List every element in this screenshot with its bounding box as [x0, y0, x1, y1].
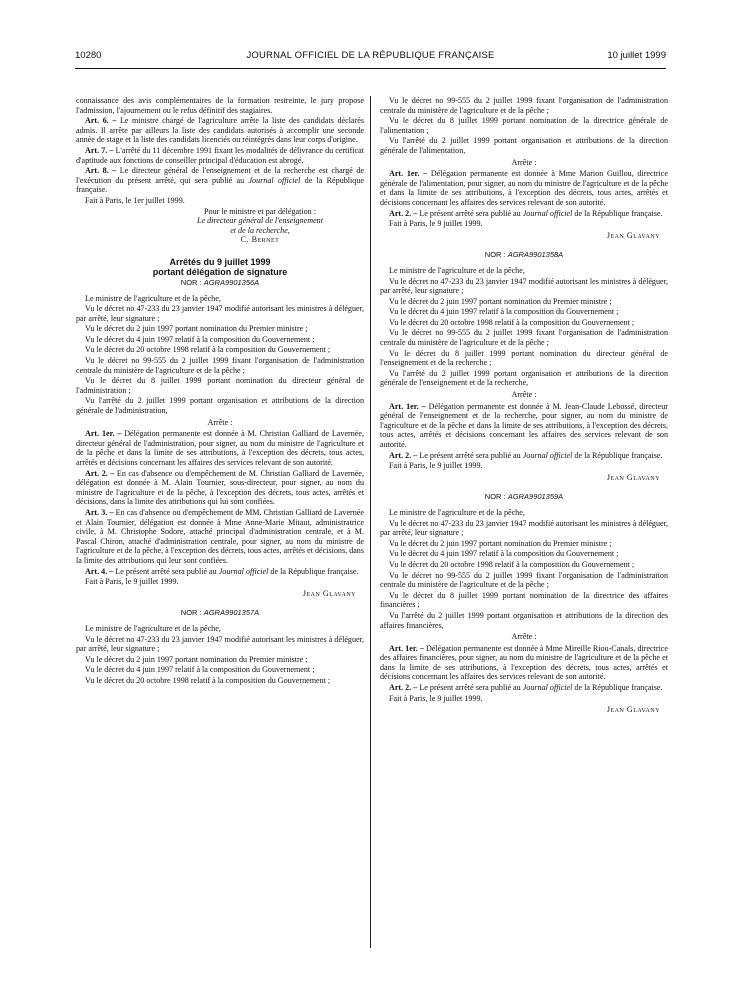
article-3 — [76, 508, 364, 566]
article-text: Le présent arrêté sera publié au — [417, 208, 523, 218]
nor-reference — [380, 492, 668, 502]
page-number: 10280 — [75, 50, 102, 61]
paragraph: Vu le décret no 99-555 du 2 juillet 1999 fixant l'organisation de l'administration centrale du ministère de l'agriculture et de la pêche ; — [380, 328, 668, 348]
article-4 — [76, 567, 364, 577]
paragraph: Vu le décret du 4 juin 1997 relatif à la composition du Gouvernement ; — [389, 307, 619, 317]
header-rule — [75, 68, 666, 69]
journal-name: Journal officiel — [218, 566, 269, 576]
signature-line: et de la recherche, — [230, 225, 290, 235]
article-text: Le directeur général de l'enseignement et de la recherche est chargé de l'exécution du présent arrêté, qui sera publié au — [76, 166, 364, 185]
done-at: Fait à Paris, le 9 juillet 1999. — [389, 219, 483, 229]
article-2 — [76, 469, 364, 507]
paragraph: connaissance des avis complémentaires de la formation restreinte, le jury propose l'admission, l'ajournement ou le refus définitif des stagiaires. — [76, 96, 364, 115]
article-text: Délégation permanente est donnée à M. Christian Galliard de Lavernée, directeur général de l'administration, pour signer, au nom du ministre de l'agriculture et de la pêche et dans la limite de ses attributions, à l'exception des décrets, tous actes, arrêtés et décisions concernant les affaires des services relevant de son autorité. — [76, 429, 364, 467]
article-text: En cas d'absence ou d'empêchement de M. Christian Galliard de Lavernée, délégation est donnée à M. Alain Tournier, sous-directeur, pour signer, au nom du ministre de l'agriculture et de la pêche, à l'exception des décrets, tous actes, arrêtés et décisions, dans la limite des attributions qui lui sont confiées. — [76, 468, 364, 507]
journal-name: Journal officiel — [522, 450, 573, 460]
article-text: Le présent arrêté sera publié au — [113, 566, 219, 576]
journal-name: Journal officiel — [522, 683, 573, 693]
signatory: C. Bernet — [240, 235, 280, 245]
nor-reference — [380, 250, 668, 260]
done-at: Fait à Paris, le 1er juillet 1999. — [85, 195, 185, 205]
article-1 — [380, 644, 668, 682]
paragraph: Vu le décret no 99-555 du 2 juillet 1999 fixant l'organisation de l'administration centrale du ministère de l'agriculture et de la pêche ; — [76, 356, 364, 375]
arrete-heading: Arrête : — [511, 157, 537, 167]
article-label: Art. 7. – — [85, 145, 114, 155]
article-text: de la République française. — [572, 450, 663, 460]
signatory: Jean Glavany — [606, 230, 660, 240]
article-text: de la République française. — [268, 566, 359, 576]
paragraph: Vu le décret du 2 juin 1997 portant nomination du Premier ministre ; — [85, 654, 308, 664]
paragraph: Vu le décret du 8 juillet 1999 portant nomination du directeur général de l'enseignement et de la recherche ; — [380, 348, 668, 368]
article-1 — [380, 402, 668, 450]
signature-block — [156, 207, 364, 245]
left-column — [76, 96, 364, 686]
article-label: Art. 4. – — [85, 566, 114, 576]
article-label: Art. 2. – — [389, 450, 418, 460]
article-2 — [380, 683, 668, 693]
arrete-heading: Arrête : — [511, 632, 537, 642]
nor-label: NOR : — [180, 608, 204, 618]
paragraph: Le ministre de l'agriculture et de la pêche, — [85, 623, 221, 633]
done-at: Fait à Paris, le 9 juillet 1999. — [389, 461, 483, 471]
article-text: de la République française. — [76, 175, 364, 195]
right-column — [380, 96, 668, 719]
paragraph: Le ministre de l'agriculture et de la pêche, — [389, 507, 525, 517]
paragraph: Vu le décret du 20 octobre 1998 relatif à la composition du Gouvernement ; — [389, 559, 635, 569]
paragraph: Vu le décret no 47-233 du 23 janvier 1947 modifié autorisant les ministres à déléguer, par arrêté, leur signature ; — [76, 304, 364, 323]
article-label: Art. 6. – — [85, 116, 117, 126]
nor-label: NOR : — [180, 277, 204, 287]
article-2 — [380, 209, 668, 219]
article-7 — [76, 146, 364, 165]
article-label: Art. 1er. – — [389, 401, 426, 411]
journal-name: Journal officiel — [522, 208, 573, 218]
journal-name: Journal officiel — [248, 175, 301, 185]
article-text: Le ministre chargé de l'agriculture arrête la liste des candidats déclarés admis. Il arrête par ailleurs la liste des candidats autorisés à accomplir une seconde année de stage et la liste des candidats licenciés ou réintégrés dans leur corps d'origine. — [76, 116, 364, 145]
nor-code: AGRA9901357A — [203, 608, 260, 618]
journal-title: JOURNAL OFFICIEL DE LA RÉPUBLIQUE FRANÇAISE — [246, 50, 495, 61]
article-label: Art. 2. – — [389, 208, 418, 218]
paragraph: Le ministre de l'agriculture et de la pêche, — [389, 265, 525, 275]
paragraph: Vu le décret du 20 octobre 1998 relatif à la composition du Gouvernement ; — [85, 345, 331, 355]
arrete-heading: Arrête : — [511, 390, 537, 400]
article-label: Art. 3. – — [85, 507, 114, 517]
paragraph: Vu l'arrêté du 2 juillet 1999 portant organisation et attributions de la direction générale de l'enseignement et de la recherche, — [380, 368, 668, 388]
paragraph: Le ministre de l'agriculture et de la pêche, — [85, 293, 221, 303]
done-at: Fait à Paris, le 9 juillet 1999. — [389, 693, 483, 703]
paragraph: Vu le décret du 20 octobre 1998 relatif à la composition du Gouvernement ; — [389, 317, 635, 327]
done-at: Fait à Paris, le 9 juillet 1999. — [85, 577, 179, 587]
section-title — [76, 257, 364, 277]
paragraph: Vu l'arrêté du 2 juillet 1999 portant organisation et attributions de la direction des affaires financières, — [380, 610, 668, 630]
nor-code: AGRA9901358A — [507, 250, 564, 260]
article-label: Art. 1er. – — [85, 429, 122, 439]
title-line: Arrêtés du 9 juillet 1999 — [169, 256, 271, 267]
article-label: Art. 8. – — [85, 166, 117, 176]
paragraph: Vu le décret du 4 juin 1997 relatif à la composition du Gouvernement ; — [85, 334, 315, 344]
paragraph: Vu le décret du 4 juin 1997 relatif à la composition du Gouvernement ; — [389, 549, 619, 559]
paragraph: Vu le décret du 8 juillet 1999 portant nomination de la directrice des affaires financières ; — [380, 590, 668, 610]
issue-date: 10 juillet 1999 — [607, 50, 666, 61]
signature-line: Le directeur général de l'enseignement — [197, 216, 323, 226]
paragraph: Vu le décret no 47-233 du 23 janvier 1947 modifié autorisant les ministres à déléguer, par arrêté, leur signature ; — [76, 634, 364, 654]
signature-line: Pour le ministre et par délégation : — [204, 206, 316, 216]
paragraph: Vu le décret du 2 juin 1997 portant nomination du Premier ministre ; — [85, 324, 308, 334]
article-6 — [76, 116, 364, 145]
article-2 — [380, 451, 668, 461]
article-1 — [76, 429, 364, 467]
article-text: Délégation permanente est donnée à Mme Marion Guillou, directrice générale de l'alimentation, pour signer, au nom du ministre de l'agriculture et de la pêche et dans la limite de ses attributions, à l'exception des décrets, tous actes, arrêtés et décisions concernant les affaires des services relevant de son autorité. — [380, 169, 668, 207]
nor-label: NOR : — [484, 492, 508, 502]
column-divider — [370, 96, 371, 948]
article-text: Le présent arrêté sera publié au — [417, 450, 523, 460]
article-text: L'arrêté du 11 décembre 1991 fixant les modalités de délivrance du certificat d'aptitude aux fonctions de conseiller principal d'éducation est abrogé. — [76, 145, 364, 165]
article-text: En cas d'absence ou d'empêchement de MM. Christian Galliard de Lavernée et Alain Tournier, délégation est donnée à Mme Anne-Marie Mitaut, administratrice civile, à M. Christophe Sodore, attaché principal d'administration centrale, et à M. Pascal Chiron, attaché d'administration centrale, pour signer, au nom du ministre de l'agriculture et de la pêche, à l'exception des décrets, tous actes, arrêtés et décisions, dans la limite des attributions qui leur sont confiées. — [76, 507, 364, 565]
page-header — [75, 50, 666, 66]
nor-reference — [76, 608, 364, 618]
article-label: Art. 2. – — [85, 468, 115, 478]
paragraph: Vu le décret du 2 juin 1997 portant nomination du Premier ministre ; — [389, 538, 612, 548]
paragraph: Vu le décret du 8 juillet 1999 portant nomination du directeur général de l'administration ; — [76, 376, 364, 395]
paragraph: Vu le décret no 99-555 du 2 juillet 1999 fixant l'organisation de l'administration centrale du ministère de l'agriculture et de la pêche ; — [380, 96, 668, 115]
article-text: Délégation permanente est donnée à Mme Mireille Riou-Canals, directrice des affaires financières, pour signer, au nom du ministre de l'agriculture et de la pêche et dans la limite de ses attributions, à l'exception des décrets, tous actes, arrêtés et décisions concernant les affaires des services relevant de son autorité. — [380, 643, 668, 682]
nor-code: AGRA9901356A — [203, 277, 260, 287]
article-text: de la République française. — [572, 683, 663, 693]
title-line: portant délégation de signature — [152, 266, 288, 277]
arrete-heading: Arrête : — [207, 417, 233, 427]
paragraph: Vu le décret du 4 juin 1997 relatif à la composition du Gouvernement ; — [85, 665, 315, 675]
paragraph: Vu le décret no 47-233 du 23 janvier 1947 modifié autorisant les ministres à déléguer, par arrêté, leur signature ; — [380, 518, 668, 538]
paragraph: Vu le décret du 2 juin 1997 portant nomination du Premier ministre ; — [389, 296, 612, 306]
nor-reference — [76, 278, 364, 288]
article-8 — [76, 166, 364, 195]
article-text: Le présent arrêté sera publié au — [417, 683, 523, 693]
article-text: Délégation permanente est donnée à M. Jean-Claude Lebossé, directeur général de l'enseignement et de la recherche, pour signer, au nom du ministre de l'agriculture et de la pêche et dans la limite de ses attributions, à l'exception des décrets, tous actes, arrêtés et décisions concernant les affaires des services relevant de son autorité. — [380, 401, 669, 449]
paragraph: Vu l'arrêté du 2 juillet 1999 portant organisation et attributions de la direction générale de l'alimentation, — [380, 136, 668, 155]
article-text: de la République française. — [572, 208, 663, 218]
article-label: Art. 1er. – — [389, 643, 424, 653]
paragraph: Vu le décret no 99-555 du 2 juillet 1999 fixant l'organisation de l'administration centrale du ministère de l'agriculture et de la pêche ; — [380, 570, 668, 590]
paragraph: Vu l'arrêté du 2 juillet 1999 portant organisation et attributions de la direction générale de l'administration, — [76, 396, 364, 416]
paragraph: Vu le décret du 8 juillet 1999 portant nomination de la directrice générale de l'alimentation ; — [380, 116, 668, 135]
paragraph: Vu le décret du 20 octobre 1998 relatif à la composition du Gouvernement ; — [85, 675, 331, 685]
article-1 — [380, 169, 668, 207]
signatory: Jean Glavany — [302, 588, 356, 598]
signatory: Jean Glavany — [606, 472, 660, 482]
nor-label: NOR : — [484, 250, 508, 260]
paragraph: Vu le décret no 47-233 du 23 janvier 1947 modifié autorisant les ministres à déléguer, par arrêté, leur signature ; — [380, 276, 668, 296]
nor-code: AGRA9901359A — [507, 492, 564, 502]
article-label: Art. 1er. – — [389, 169, 428, 179]
article-label: Art. 2. – — [389, 683, 418, 693]
signatory: Jean Glavany — [606, 705, 660, 715]
